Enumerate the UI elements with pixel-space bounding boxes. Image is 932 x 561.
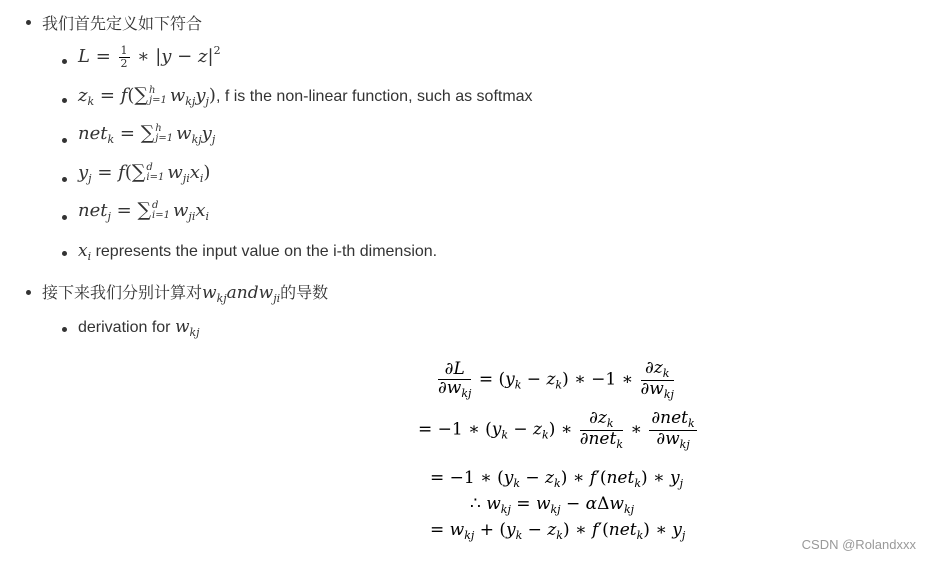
- calc-line: 接下来我们分别计算对$w_{kj}andw_{ji}$的导数: [42, 283, 329, 305]
- yj-formula: $y_j = f(\sum$ d i=1 $w_{ji}x_i$): [78, 161, 211, 185]
- zk-description: , f is the non-linear function, such as softmax: [215, 88, 533, 105]
- equation-line: ∴ $w_{kj} = w_{kj} - \alpha\Delta w_{kj}$: [470, 494, 635, 516]
- netk-formula: net$_k$ = ∑ h j=1 $w_{kj}y_j$: [78, 122, 216, 146]
- equation-line: = −1 ∗ $(y_k - z_k)$ ∗ $\frac{\partial z_k}{\partial net_k}$ ∗ $\frac{\partial net_k}{\partial w_{kj}}$: [418, 408, 695, 451]
- bullet-dot: [26, 20, 31, 25]
- zk-line: $z_k = f(\sum$ h j=1 $w_{kj}y_j$), f is the non-linear function, such as softmax: [78, 84, 533, 108]
- xi-line: $x_i$ represents the input value on the i-th dimension.: [78, 241, 438, 263]
- intro-text: 我们首先定义如下符合: [42, 16, 203, 33]
- netj-formula: net$_j$ = ∑ d i=1 $w_{ji}x_i$: [78, 199, 210, 223]
- derivation-line: derivation for $w_{kj}$: [78, 317, 200, 339]
- equation-line: $\frac{\partial L}{\partial w_{kj}}$ = $(y_k - z_k)$ ∗ −1 ∗ $\frac{\partial z_k}{\partial w_{kj}}$: [438, 358, 674, 401]
- bullet-dot: [62, 138, 67, 143]
- bullet-dot: [62, 327, 67, 332]
- bullet-dot: [26, 290, 31, 295]
- bullet-dot: [62, 59, 67, 64]
- calc-suffix: 的导数: [280, 285, 329, 302]
- bullet-dot: [62, 215, 67, 220]
- bullet-dot: [62, 251, 67, 256]
- loss-formula: L = $\frac{1}{2}$ ∗ $|y - z|^2$: [78, 43, 221, 70]
- derivation-equations: [410, 360, 730, 550]
- watermark: CSDN @Rolandxxx: [801, 537, 916, 552]
- equation-line: = $w_{kj} + (y_k - z_k)$ ∗ f′(net$_k$) ∗ $y_j$: [430, 520, 686, 542]
- bullet-dot: [62, 98, 67, 103]
- derivation-label: derivation for: [78, 319, 171, 336]
- calc-prefix: 接下来我们分别计算对: [42, 285, 203, 302]
- bullet-dot: [62, 177, 67, 182]
- xi-description: represents the input value on the i-th dimension.: [95, 243, 438, 260]
- half-fraction: $\frac{1}{2}$: [120, 43, 128, 70]
- equation-line: = −1 ∗ $(y_k - z_k)$ ∗ f′(net$_k$) ∗ $y_j$: [430, 468, 684, 490]
